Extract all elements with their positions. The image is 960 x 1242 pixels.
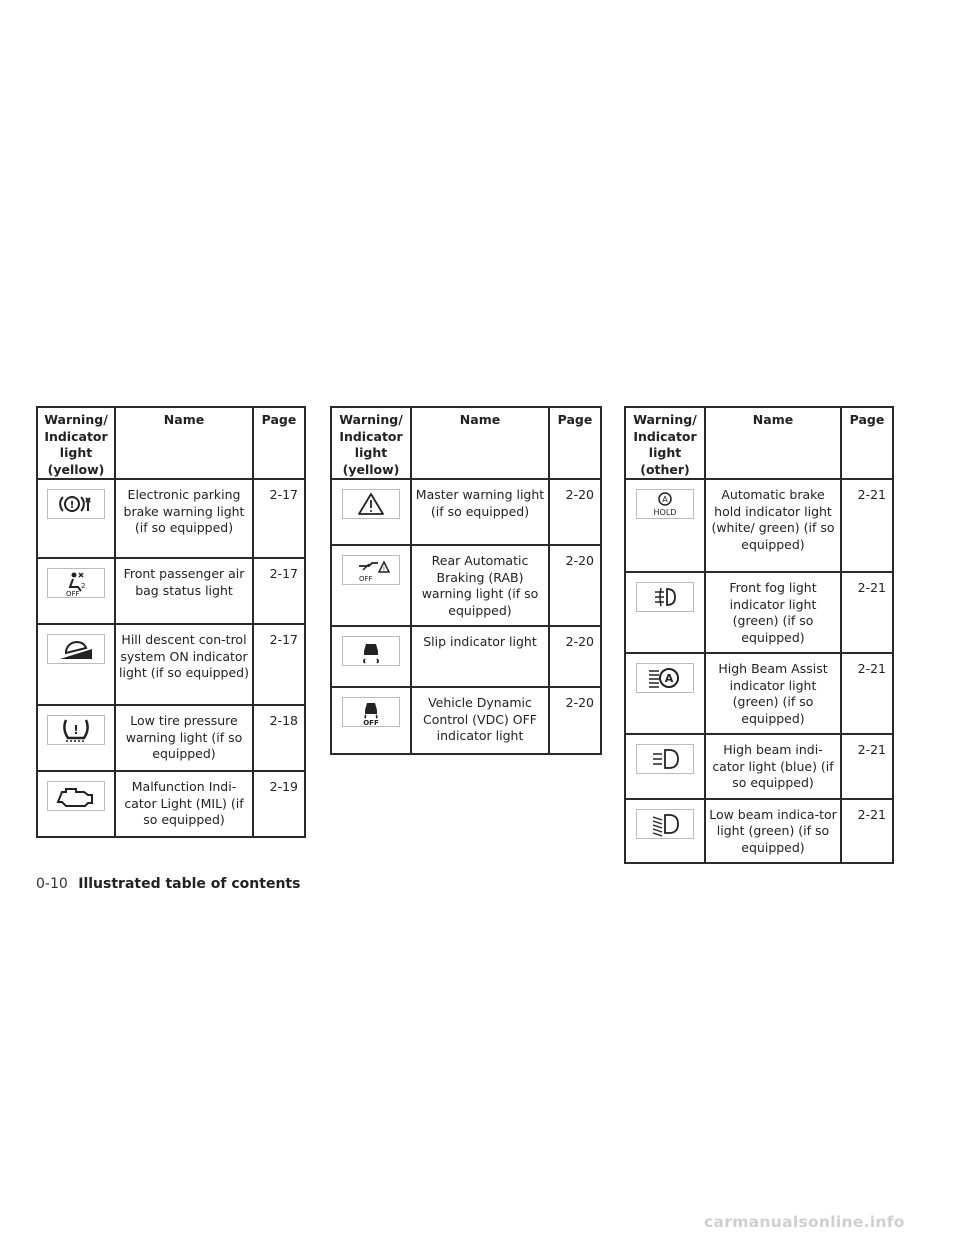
section-title: Illustrated table of contents: [78, 876, 301, 892]
page-ref: 2-17: [253, 624, 305, 705]
svg-text:!: !: [73, 723, 79, 737]
page-ref: 2-21: [841, 799, 893, 864]
table-row: [331, 687, 601, 754]
master-warning-triangle-icon: [342, 489, 400, 519]
table-row: [37, 771, 305, 837]
table-row: [37, 705, 305, 771]
table-row: [331, 545, 601, 626]
watermark: carmanualsonline.info: [704, 1213, 905, 1231]
table-row: [625, 734, 893, 799]
svg-text:A: A: [664, 672, 674, 685]
svg-text:HOLD: HOLD: [653, 508, 677, 517]
table-row: [37, 558, 305, 624]
indicator-name: Slip indicator light: [411, 626, 549, 687]
indicator-name: Electronic parking brake warning light (if so equipped): [115, 479, 253, 558]
header-name: Name: [115, 407, 253, 479]
page-ref: 2-21: [841, 734, 893, 799]
indicator-name: High beam indi-cator light (blue) (if so equipped): [705, 734, 841, 799]
indicator-table-yellow-1: [36, 406, 306, 838]
svg-text:2: 2: [81, 582, 86, 590]
header-warning-indicator: Warning/ Indicator light (yellow): [331, 407, 411, 479]
page-ref: 2-17: [253, 479, 305, 558]
indicator-name: Automatic brake hold indicator light (white/ green) (if so equipped): [705, 479, 841, 572]
header-page: Page: [253, 407, 305, 479]
high-beam-icon: [636, 744, 694, 774]
header-name: Name: [705, 407, 841, 479]
page-ref: 2-20: [549, 626, 601, 687]
svg-text:!: !: [382, 566, 386, 573]
indicator-name: Low beam indica-tor light (green) (if so equipped): [705, 799, 841, 864]
page-ref: 2-21: [841, 572, 893, 653]
header-page: Page: [841, 407, 893, 479]
svg-text:OFF: OFF: [363, 719, 379, 726]
table-row: [625, 653, 893, 734]
indicator-table-other: [624, 406, 894, 864]
page-ref: 2-19: [253, 771, 305, 837]
engine-malfunction-icon: [47, 781, 105, 811]
parking-brake-warning-icon: [47, 489, 105, 519]
svg-text:OFF: OFF: [359, 575, 373, 583]
table-row: [625, 479, 893, 572]
high-beam-assist-icon: [636, 663, 694, 693]
rear-automatic-braking-off-icon: [342, 555, 400, 585]
page-ref: 2-18: [253, 705, 305, 771]
table-row: [331, 479, 601, 545]
indicator-name: Low tire pressure warning light (if so equipped): [115, 705, 253, 771]
table-row: [37, 479, 305, 558]
brake-hold-icon: [636, 489, 694, 519]
table-row: [331, 626, 601, 687]
low-beam-icon: [636, 809, 694, 839]
table-row: [37, 624, 305, 705]
indicator-table-yellow-2: [330, 406, 602, 755]
indicator-name: Front fog light indicator light (green) (if so equipped): [705, 572, 841, 653]
page-ref: 2-20: [549, 479, 601, 545]
indicator-name: Master warning light (if so equipped): [411, 479, 549, 545]
passenger-airbag-off-icon: [47, 568, 105, 598]
front-fog-light-icon: [636, 582, 694, 612]
page-ref: 2-21: [841, 653, 893, 734]
header-name: Name: [411, 407, 549, 479]
page-ref: 2-17: [253, 558, 305, 624]
page-number: 0-10: [36, 876, 68, 892]
indicator-name: Rear Automatic Braking (RAB) warning light (if so equipped): [411, 545, 549, 626]
table-row: [625, 572, 893, 653]
table-row: [625, 799, 893, 864]
header-warning-indicator: Warning/ Indicator light (other): [625, 407, 705, 479]
page-ref: 2-20: [549, 545, 601, 626]
svg-text:A: A: [662, 495, 668, 504]
svg-text:!: !: [69, 500, 75, 511]
header-warning-indicator: Warning/ Indicator light (yellow): [37, 407, 115, 479]
page-ref: 2-21: [841, 479, 893, 572]
page-ref: 2-20: [549, 687, 601, 754]
indicator-name: Vehicle Dynamic Control (VDC) OFF indicator light: [411, 687, 549, 754]
vdc-off-icon: [342, 697, 400, 727]
page-footer: [36, 876, 300, 892]
slip-indicator-icon: [342, 636, 400, 666]
indicator-name: Malfunction Indi-cator Light (MIL) (if so equipped): [115, 771, 253, 837]
indicator-name: High Beam Assist indicator light (green) (if so equipped): [705, 653, 841, 734]
tire-pressure-icon: [47, 715, 105, 745]
indicator-name: Front passenger air bag status light: [115, 558, 253, 624]
header-page: Page: [549, 407, 601, 479]
hill-descent-icon: [47, 634, 105, 664]
svg-text:OFF: OFF: [66, 590, 80, 597]
indicator-name: Hill descent con-trol system ON indicator light (if so equipped): [115, 624, 253, 705]
